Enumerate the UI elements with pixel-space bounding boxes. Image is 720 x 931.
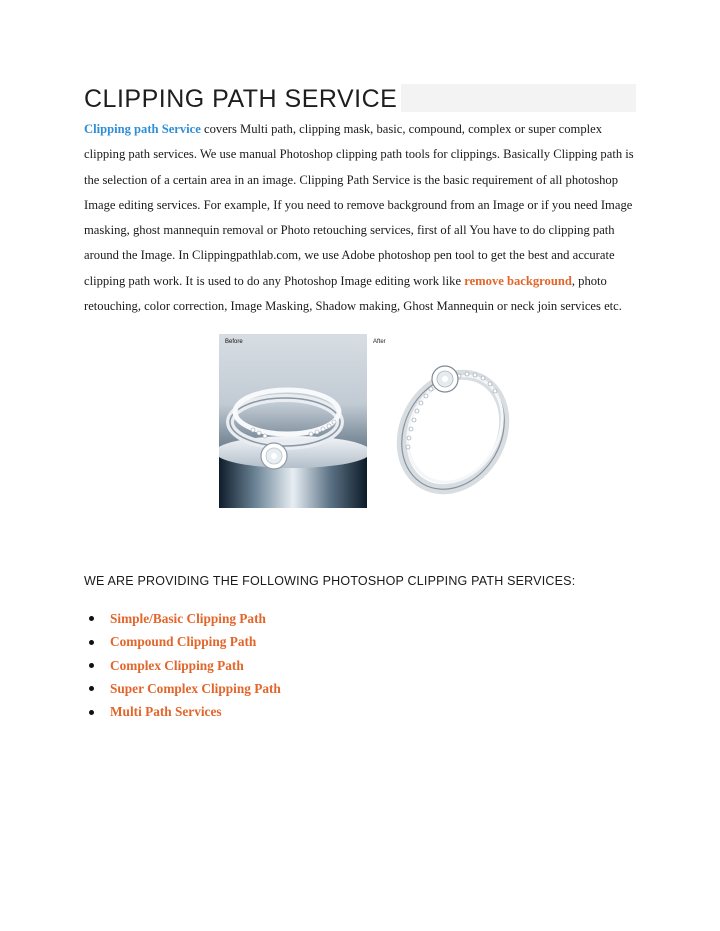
before-label: Before xyxy=(225,339,243,345)
page-title: CLIPPING PATH SERVICE xyxy=(84,84,401,114)
service-link[interactable]: Compound Clipping Path xyxy=(110,634,257,650)
list-item xyxy=(84,607,281,630)
bullet-icon xyxy=(89,663,94,668)
service-link[interactable]: Super Complex Clipping Path xyxy=(110,680,281,696)
services-heading: WE ARE PROVIDING THE FOLLOWING PHOTOSHOP CLIPPING PATH SERVICES: xyxy=(84,574,576,588)
clipping-path-service-link[interactable]: Clipping path Service xyxy=(84,122,201,136)
ring-on-pedestal-image xyxy=(219,334,367,508)
service-link[interactable]: Simple/Basic Clipping Path xyxy=(110,611,266,626)
list-item xyxy=(84,677,281,700)
list-item xyxy=(84,654,281,677)
list-item xyxy=(84,700,281,723)
remove-background-link[interactable]: remove background xyxy=(464,273,572,288)
bullet-icon xyxy=(89,686,94,691)
intro-paragraph xyxy=(84,117,640,319)
service-link[interactable]: Multi Path Services xyxy=(110,704,222,720)
intro-text-2: , photo retouching, color correction, Image Masking, Shadow making, Ghost Mannequin or neck join services etc. xyxy=(84,273,622,314)
after-label: After xyxy=(373,339,386,345)
after-photo xyxy=(371,334,524,508)
before-photo xyxy=(219,334,367,508)
list-item xyxy=(84,630,281,653)
bullet-icon xyxy=(89,616,94,621)
ring-white-background-image xyxy=(371,334,524,508)
bullet-icon xyxy=(89,640,94,645)
intro-text-1: covers Multi path, clipping mask, basic, compound, complex or super complex clipping path services. We use manual Photoshop clipping path tools for clippings. Basically Clipping path is the selection of a certain area in an image. Clipping Path Service is the basic requirement of all photoshop Image editing services. For example, If you need to remove background from an Image or if you need Image masking, ghost mannequin removal or Photo retouching services, first of all You have to do clipping path around the Image. In Clippingpathlab.com, we use Adobe photoshop pen tool to get the best and accurate clipping path work. It is used to do any Photoshop Image editing work like xyxy=(84,122,634,288)
service-link[interactable]: Complex Clipping Path xyxy=(110,657,244,673)
services-list xyxy=(84,607,281,723)
before-after-figure xyxy=(219,334,524,508)
bullet-icon xyxy=(89,710,94,715)
